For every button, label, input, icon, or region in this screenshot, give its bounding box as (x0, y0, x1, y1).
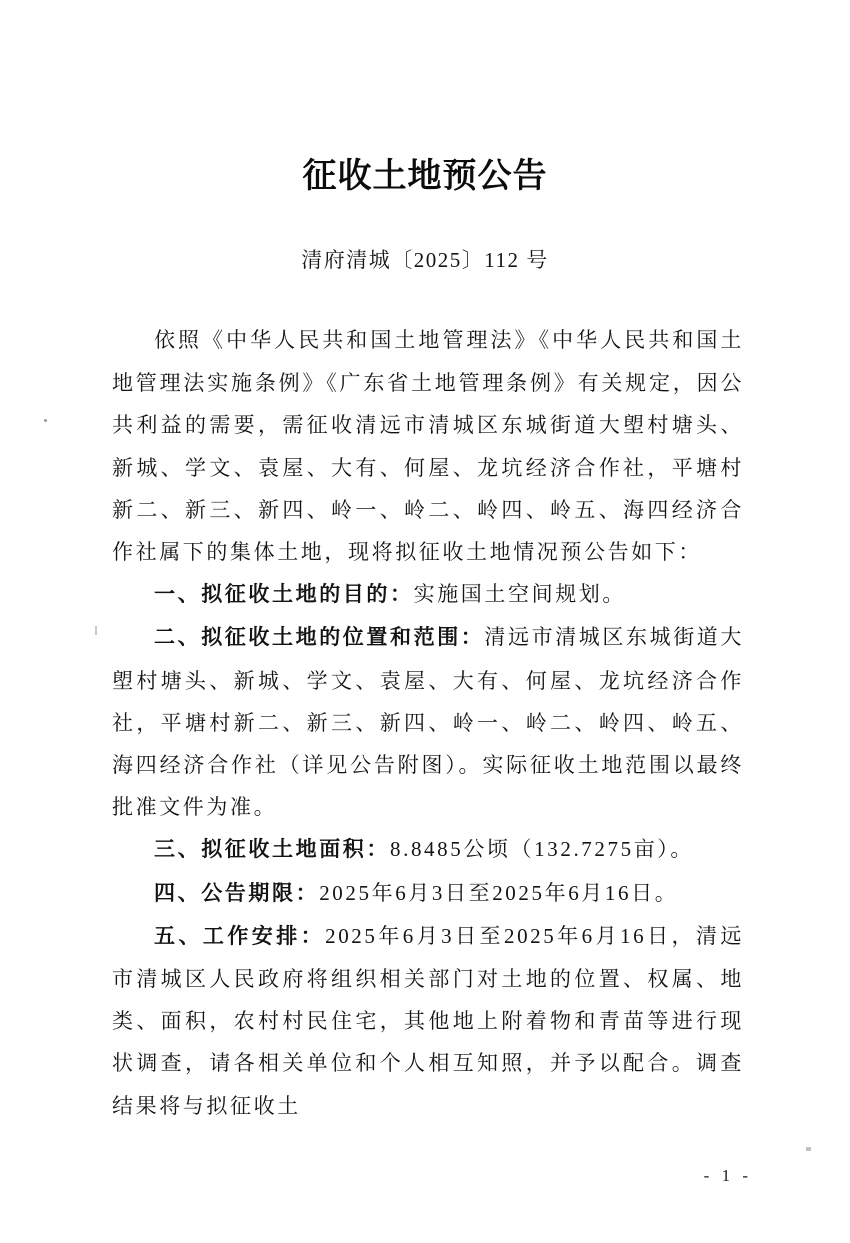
document-body (112, 319, 744, 1127)
scan-speck (806, 1147, 811, 1151)
paragraph-section-3-label: 三、拟征收土地面积： (154, 838, 390, 862)
paragraph-intro (112, 319, 744, 573)
paragraph-section-5-text: 2025年6月3日至2025年6月16日，清远市清城区人民政府将组织相关部门对土地的位置、权属、地类、面积，农村村民住宅，其他地上附着物和青苗等进行现状调查，请各相关单位和个人相互知照，并予以配合。调查结果将与拟征收土 (112, 923, 744, 1118)
paragraph-section-5-label: 五、工作安排： (154, 924, 326, 948)
paragraph-section-4-label: 四、公告期限： (154, 881, 320, 905)
paragraph-section-1-label: 一、拟征收土地的目的： (154, 583, 414, 607)
page-number: - 1 - (703, 1166, 752, 1185)
scan-speck (95, 626, 97, 635)
paragraph-section-5-schedule (112, 915, 744, 1127)
paragraph-section-3-text: 8.8485公顷（132.7275亩）。 (390, 837, 694, 862)
document-title: 征收土地预公告 (302, 158, 548, 195)
paragraph-section-1-purpose (112, 573, 744, 616)
paragraph-section-2-label: 二、拟征收土地的位置和范围： (154, 626, 485, 650)
paragraph-section-4-text: 2025年6月3日至2025年6月16日。 (319, 880, 679, 905)
document-number: 清府清城〔2025〕112 号 (301, 248, 549, 272)
paragraph-section-2-text: 清远市清城区东城街道大塱村塘头、新城、学文、袁屋、大有、何屋、龙坑经济合作社，平塘村新二、新三、新四、岭一、岭二、岭四、岭五、海四经济合作社（详见公告附图）。实际征收土地范围以最终批准文件为准。 (112, 625, 745, 820)
paragraph-section-4-period (112, 872, 744, 915)
paragraph-intro-text: 依照《中华人民共和国土地管理法》《中华人民共和国土地管理法实施条例》《广东省土地管理条例》有关规定，因公共利益的需要，需征收清远市清城区东城街道大塱村塘头、新城、学文、袁屋、大有、何屋、龙坑经济合作社，平塘村新二、新三、新四、岭一、岭二、岭四、岭五、海四经济合作社属下的集体土地，现将拟征收土地情况预公告如下： (112, 328, 744, 565)
paragraph-section-2-location (112, 616, 744, 828)
scan-speck (44, 419, 47, 422)
paragraph-section-1-text: 实施国土空间规划。 (413, 582, 627, 607)
paragraph-section-3-area (112, 828, 744, 871)
